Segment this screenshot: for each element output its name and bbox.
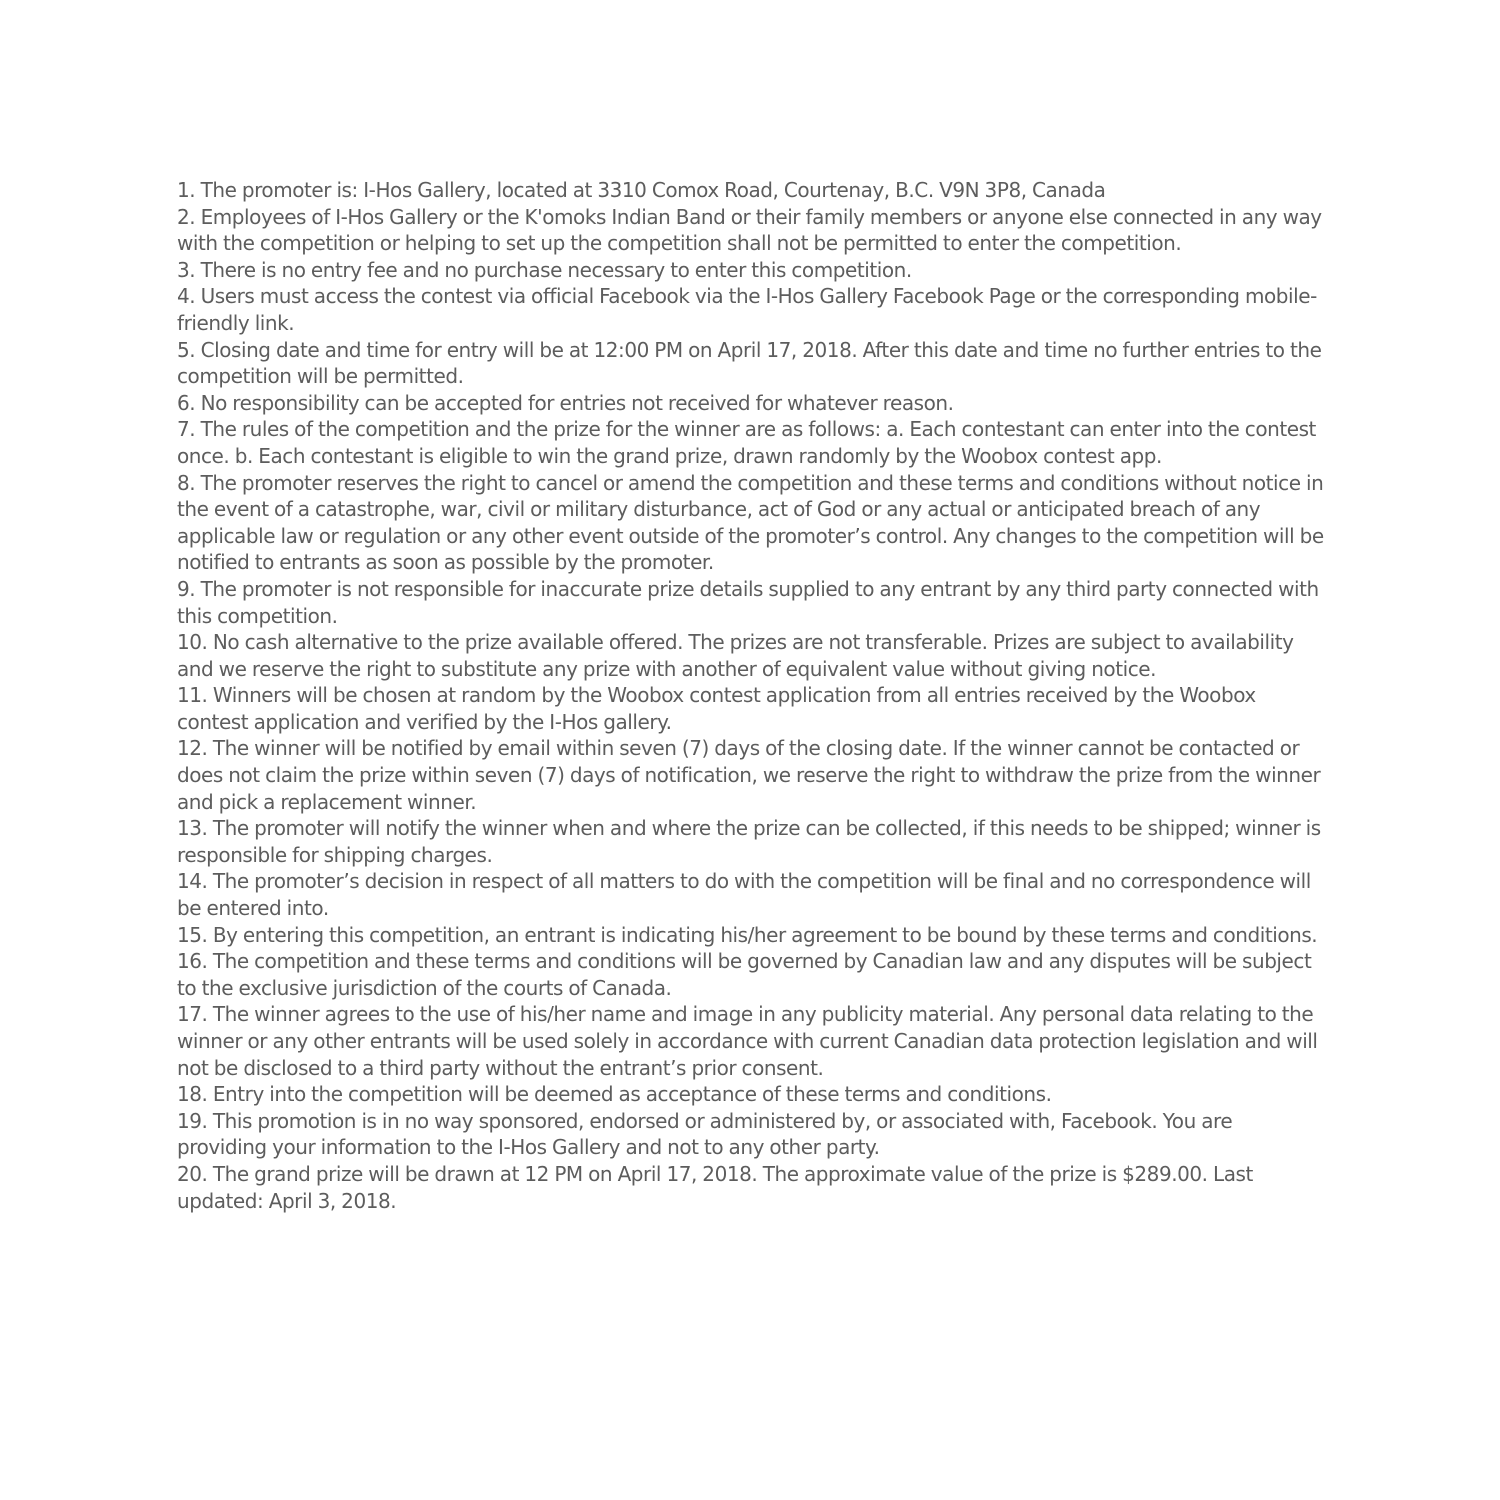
terms-list	[177, 177, 1327, 1214]
term-item-12: 12. The winner will be notified by email within seven (7) days of the closing date. If the winner cannot be contacted or does not claim the prize within seven (7) days of notification, we reserve the right to withdraw the prize from the winner and pick a replacement winner.	[177, 736, 1321, 814]
term-item-5: 5. Closing date and time for entry will be at 12:00 PM on April 17, 2018. After this date and time no further entries to the competition will be permitted.	[177, 337, 1322, 389]
term-item-7: 7. The rules of the competition and the prize for the winner are as follows: a. Each contestant can enter into the contest once. b. Each contestant is eligible to win the grand prize, drawn randomly by the Woobox contest app.	[177, 417, 1316, 468]
term-item-1: 1. The promoter is: I-Hos Gallery, located at 3310 Comox Road, Courtenay, B.C. V9N 3P8, Canada	[177, 178, 1106, 202]
term-item-13: 13. The promoter will notify the winner when and where the prize can be collected, if this needs to be shipped; winner is responsible for shipping charges.	[177, 816, 1321, 867]
term-item-3: 3. There is no entry fee and no purchase necessary to enter this competition.	[177, 257, 912, 282]
term-item-10: 10. No cash alternative to the prize available offered. The prizes are not transferable. Prizes are subject to availability and we reserve the right to substitute any prize with another of equivalent value without giving notice.	[177, 630, 1294, 681]
term-item-19: 19. This promotion is in no way sponsored, endorsed or administered by, or associated with, Facebook. You are providing your information to the I-Hos Gallery and not to any other party.	[177, 1108, 1233, 1160]
term-item-11: 11. Winners will be chosen at random by the Woobox contest application from all entries received by the Woobox contest application and verified by the I-Hos gallery.	[177, 683, 1256, 734]
term-item-6: 6. No responsibility can be accepted for entries not received for whatever reason.	[177, 390, 954, 415]
term-item-8: 8. The promoter reserves the right to cancel or amend the competition and these terms and conditions without notice in the event of a catastrophe, war, civil or military disturbance, act of God or any actual or anticipated breach of any applicable law or regulation or any other event outside of the promoter’s control. Any changes to the competition will be notified to entrants as soon as possible by the promoter.	[177, 470, 1324, 575]
term-item-17: 17. The winner agrees to the use of his/her name and image in any publicity material. Any personal data relating to the winner or any other entrants will be used solely in accordance with current Canadian data protection legislation and will not be disclosed to a third party without the entrant’s prior consent.	[177, 1002, 1318, 1080]
term-item-2: 2. Employees of I-Hos Gallery or the K'omoks Indian Band or their family members or anyone else connected in any way with the competition or helping to set up the competition shall not be permitted to enter the competition.	[177, 204, 1322, 256]
term-item-18: 18. Entry into the competition will be deemed as acceptance of these terms and conditions.	[177, 1082, 1052, 1107]
term-item-16: 16. The competition and these terms and conditions will be governed by Canadian law and any disputes will be subject to the exclusive jurisdiction of the courts of Canada.	[177, 949, 1312, 1000]
term-item-9: 9. The promoter is not responsible for inaccurate prize details supplied to any entrant by any third party connected with this competition.	[177, 576, 1319, 628]
term-item-14: 14. The promoter’s decision in respect of all matters to do with the competition will be final and no correspondence will be entered into.	[177, 869, 1311, 921]
term-item-20: 20. The grand prize will be drawn at 12 PM on April 17, 2018. The approximate value of the prize is $289.00. Last updated: April 3, 2018.	[177, 1161, 1253, 1213]
term-item-4: 4. Users must access the contest via official Facebook via the I-Hos Gallery Facebook Page or the corresponding mobile-friendly link.	[177, 284, 1317, 335]
term-item-15: 15. By entering this competition, an entrant is indicating his/her agreement to be bound by these terms and conditions.	[177, 922, 1318, 947]
